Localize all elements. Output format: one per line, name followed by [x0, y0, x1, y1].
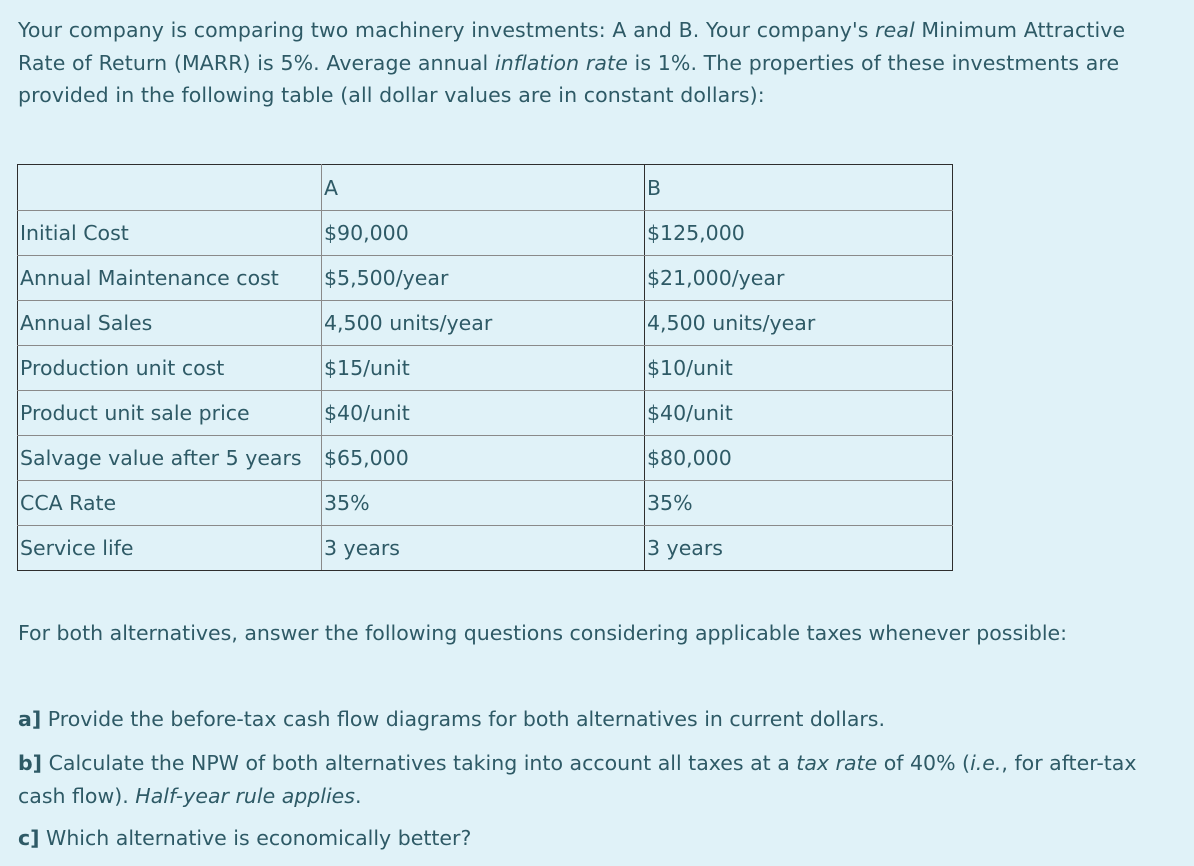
question-b-text-1: Calculate the NPW of both alternatives taking into account all taxes at a [42, 751, 797, 775]
row-label: Annual Maintenance cost [18, 256, 322, 301]
question-a [18, 703, 1178, 736]
table-row [18, 436, 953, 481]
value-b: $21,000/year [645, 256, 953, 301]
row-label: Production unit cost [18, 346, 322, 391]
table-row [18, 346, 953, 391]
intro-emphasis-inflation: inflation rate [494, 50, 628, 75]
row-label: Salvage value after 5 years [18, 436, 322, 481]
intro-text-3: is 1%. The properties of these investments are provided in the following table (all dollar values are in constant dollars): [18, 50, 1120, 107]
investment-properties-table [17, 164, 953, 571]
row-label: Annual Sales [18, 301, 322, 346]
value-a: $40/unit [322, 391, 645, 436]
value-a: 4,500 units/year [322, 301, 645, 346]
question-a-text: Provide the before-tax cash flow diagrams for both alternatives in current dollars. [41, 707, 886, 731]
question-a-label: a] [18, 707, 42, 731]
value-b: $80,000 [645, 436, 953, 481]
value-a: 3 years [322, 526, 645, 571]
value-b: $10/unit [645, 346, 953, 391]
instructions-text: For both alternatives, answer the following questions considering applicable taxes whenever possible: [18, 621, 1068, 645]
question-b [18, 747, 1178, 812]
value-a: $15/unit [322, 346, 645, 391]
problem-intro [18, 14, 1178, 112]
value-b: $40/unit [645, 391, 953, 436]
value-a: $90,000 [322, 211, 645, 256]
table-row [18, 256, 953, 301]
row-label: Service life [18, 526, 322, 571]
value-a: 35% [322, 481, 645, 526]
value-a: $5,500/year [322, 256, 645, 301]
intro-text-1: Your company is comparing two machinery investments: A and B. Your company's [18, 18, 876, 42]
question-b-text-2: of 40% ( [877, 751, 971, 775]
table-row [18, 481, 953, 526]
intro-emphasis-real: real [875, 18, 915, 42]
value-b: 4,500 units/year [645, 301, 953, 346]
value-b: 3 years [645, 526, 953, 571]
table-row [18, 526, 953, 571]
question-b-text-4: . [354, 783, 362, 808]
row-label: CCA Rate [18, 481, 322, 526]
question-c-text: Which alternative is economically better? [39, 826, 472, 850]
intro-text-2: Minimum Attractive Rate of Return (MARR) is 5%. Average annual [18, 18, 1126, 75]
question-c [18, 822, 1178, 855]
value-b: $125,000 [645, 211, 953, 256]
question-c-label: c] [18, 826, 40, 850]
header-cell-empty [18, 165, 322, 211]
table-row [18, 301, 953, 346]
header-cell-b: B [645, 165, 953, 211]
row-label: Initial Cost [18, 211, 322, 256]
header-cell-a: A [322, 165, 645, 211]
table-row [18, 391, 953, 436]
value-a: $65,000 [322, 436, 645, 481]
row-label: Product unit sale price [18, 391, 322, 436]
question-b-label: b] [18, 751, 43, 775]
table-header-row [18, 165, 953, 211]
question-b-emphasis-tax-rate: tax rate [796, 751, 878, 775]
question-b-emphasis-half-year: Half-year rule applies [135, 783, 355, 808]
question-b-text-3: , for after-tax cash flow). [18, 751, 1137, 808]
question-b-emphasis-ie: i.e. [970, 751, 1002, 775]
value-b: 35% [645, 481, 953, 526]
table-row [18, 211, 953, 256]
